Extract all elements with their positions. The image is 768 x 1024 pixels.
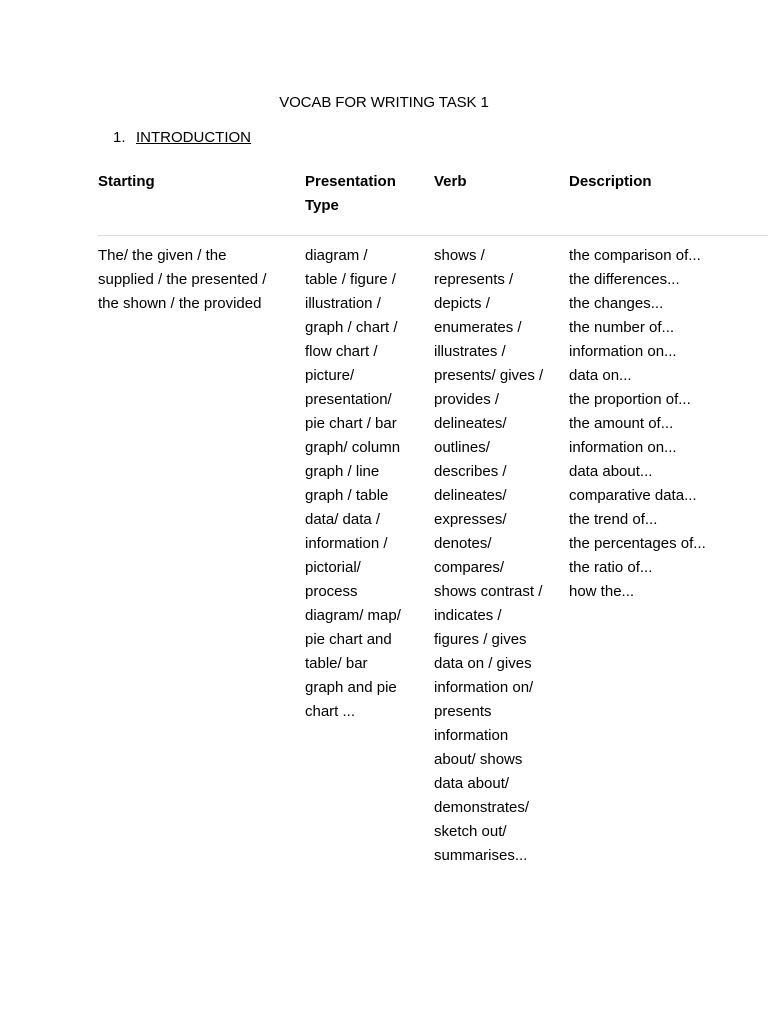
header-presentation-type (305, 170, 423, 218)
cell-line: delineates/ (434, 415, 507, 432)
cell-line: sketch out/ (434, 823, 507, 840)
cell-line: information (434, 727, 509, 744)
cell-line: how the... (569, 583, 635, 600)
cell-line: diagram / (305, 247, 368, 264)
cell-line: expresses/ (434, 511, 507, 528)
cell-line: the ratio of... (569, 559, 653, 576)
cell-line: about/ shows (434, 751, 523, 768)
cell-line: indicates / (434, 607, 502, 624)
cell-line: pictorial/ (305, 559, 361, 576)
cell-line: shows contrast / (434, 583, 543, 600)
header-starting (98, 170, 293, 194)
cell-line: graph and pie (305, 679, 397, 696)
cell-starting (98, 244, 293, 316)
cell-line: the percentages of... (569, 535, 706, 552)
cell-line: graph / table (305, 487, 389, 504)
cell-line: diagram/ map/ (305, 607, 401, 624)
cell-line: the differences... (569, 271, 680, 288)
cell-line: data on / gives (434, 655, 532, 672)
cell-line: Description (569, 173, 652, 190)
cell-line: the number of... (569, 319, 675, 336)
cell-line: table/ bar (305, 655, 368, 672)
cell-line: the trend of... (569, 511, 658, 528)
document-title: VOCAB FOR WRITING TASK 1 (279, 94, 489, 111)
cell-line: comparative data... (569, 487, 697, 504)
cell-line: Starting (98, 173, 155, 190)
cell-line: provides / (434, 391, 500, 408)
cell-line: delineates/ (434, 487, 507, 504)
cell-verb (434, 244, 562, 868)
cell-line: depicts / (434, 295, 490, 312)
cell-presentation-type (305, 244, 423, 724)
cell-line: data on... (569, 367, 632, 384)
cell-line: graph / chart / (305, 319, 398, 336)
cell-line: The/ the given / the (98, 247, 227, 264)
cell-line: chart ... (305, 703, 356, 720)
cell-line: presents (434, 703, 492, 720)
cell-line: data about/ (434, 775, 510, 792)
cell-line: illustrates / (434, 343, 506, 360)
cell-line: represents / (434, 271, 514, 288)
cell-line: flow chart / (305, 343, 378, 360)
cell-line: shows / (434, 247, 485, 264)
header-verb (434, 170, 562, 194)
cell-line: figures / gives (434, 631, 527, 648)
table-header-row (98, 170, 768, 236)
cell-line: process (305, 583, 358, 600)
cell-line: the amount of... (569, 415, 674, 432)
table-row (98, 236, 768, 864)
cell-description (569, 244, 768, 604)
cell-line: the proportion of... (569, 391, 691, 408)
cell-line: demonstrates/ (434, 799, 530, 816)
cell-line: describes / (434, 463, 507, 480)
cell-line: Presentation (305, 173, 396, 190)
cell-line: information on/ (434, 679, 534, 696)
cell-line: graph/ column (305, 439, 401, 456)
section-heading (113, 129, 251, 146)
cell-line: table / figure / (305, 271, 396, 288)
cell-line: outlines/ (434, 439, 490, 456)
cell-line: summarises... (434, 847, 528, 864)
cell-line: graph / line (305, 463, 380, 480)
cell-line: supplied / the presented / (98, 271, 267, 288)
cell-line: information on... (569, 439, 677, 456)
cell-line: denotes/ (434, 535, 492, 552)
cell-line: Verb (434, 173, 467, 190)
section-label: INTRODUCTION (136, 129, 251, 146)
cell-line: pie chart and (305, 631, 392, 648)
cell-line: the changes... (569, 295, 664, 312)
cell-line: compares/ (434, 559, 505, 576)
cell-line: data about... (569, 463, 653, 480)
cell-line: picture/ (305, 367, 355, 384)
cell-line: enumerates / (434, 319, 522, 336)
vocab-table (98, 170, 768, 864)
cell-line: information on... (569, 343, 677, 360)
cell-line: Type (305, 197, 339, 214)
section-number: 1. (113, 129, 126, 146)
cell-line: pie chart / bar (305, 415, 397, 432)
cell-line: data/ data / (305, 511, 381, 528)
cell-line: presentation/ (305, 391, 392, 408)
cell-line: the comparison of... (569, 247, 701, 264)
cell-line: presents/ gives / (434, 367, 544, 384)
cell-line: illustration / (305, 295, 381, 312)
header-description (569, 170, 768, 194)
cell-line: information / (305, 535, 388, 552)
cell-line: the shown / the provided (98, 295, 262, 312)
